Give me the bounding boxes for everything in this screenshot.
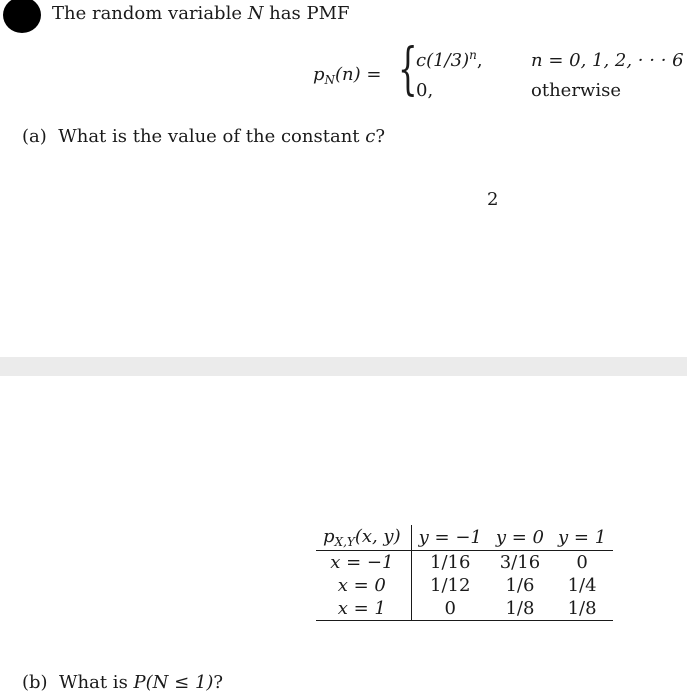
question-a: (a) What is the value of the constant c? <box>22 126 385 147</box>
page-break-band <box>0 357 687 376</box>
table-cell: 1/12 <box>430 575 471 596</box>
table-row <box>316 551 613 575</box>
table-cell: 3/16 <box>499 552 541 573</box>
row-header: x = 1 <box>316 597 411 621</box>
pmf-case-2: 0, <box>416 80 434 101</box>
table-corner-header: $p_{X,Y}(x$, y) <box>316 525 411 551</box>
table-cell: 1/6 <box>505 575 535 596</box>
pmf-lhs: $p_N(n)$ = <box>313 64 382 87</box>
question-b: (b) What is P(N ≤ 1)? <box>22 672 224 693</box>
table-row <box>316 597 613 621</box>
table-cell: 1/8 <box>551 597 613 621</box>
page-number: 2 <box>487 189 499 210</box>
column-header: y = 0 <box>489 525 551 551</box>
row-header: x = 0 <box>316 574 411 597</box>
pmf-brace: { <box>398 37 418 102</box>
table-cell: 1/8 <box>489 597 551 621</box>
table-cell: 1/16 <box>430 552 471 573</box>
table-row <box>316 574 613 597</box>
table-cell: 1/4 <box>567 575 597 596</box>
joint-pmf-table <box>316 525 613 621</box>
question-a-label: (a) <box>22 126 47 147</box>
table-header-row <box>316 525 613 551</box>
problem-intro: The random variable N has PMF <box>52 3 350 24</box>
question-b-label: (b) <box>22 672 48 693</box>
column-header: y = −1 <box>411 525 489 551</box>
column-header: y = 1 <box>551 525 613 551</box>
row-header: x = −1 <box>316 551 411 575</box>
pmf-case-1: $c(1/3)^n$, <box>416 48 483 71</box>
pmf-case-2-condition: otherwise <box>531 80 621 101</box>
problem-bullet <box>3 0 41 33</box>
table-cell: 0 <box>576 552 588 573</box>
table-cell: 0 <box>411 597 489 621</box>
pmf-case-1-condition: n = 0, 1, 2, · · · 6 <box>531 50 684 71</box>
